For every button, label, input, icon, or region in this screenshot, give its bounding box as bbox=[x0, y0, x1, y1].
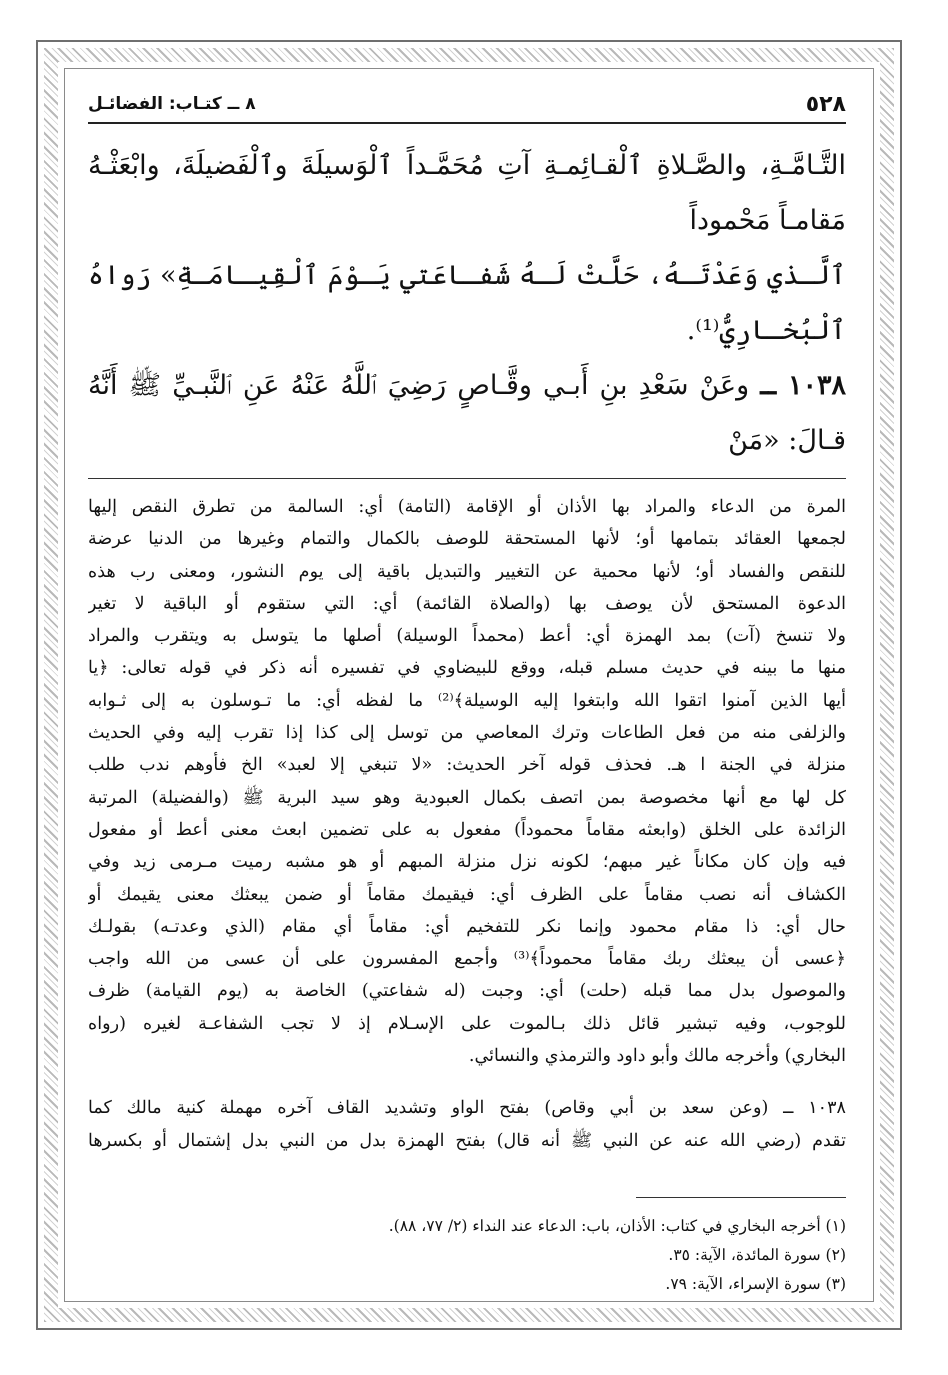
commentary-line: ولا تنسخ (آت) بمد الهمزة أي: أعط (محمداً الوسيلة) أصلها ما يتوسل به ويتقرب والمراد bbox=[88, 626, 846, 647]
commentary-line: الكشاف أنه نصب مقاماً على الظرف أي: فيقيمك مقاماً أو ضمن يبعثك معنى يقيمك أو bbox=[88, 884, 846, 905]
running-header bbox=[88, 86, 846, 124]
commentary-line: للوجوب، وفيه تبشير قائل ذلك بـالموت على الإسـلام إذ لا تجب الشفاعـة لغيره (رواه bbox=[88, 1013, 846, 1034]
commentary-line: المرة من الدعاء والمراد بها الأذان أو الإقامة (التامة) أي: السالمة من تطرق النقص إليها bbox=[88, 497, 846, 517]
commentary-line: والموصول بدل مما قبله (حلت) أي: وجبت (له شفاعتي) الخاصة به (يوم القيامة) ظرف bbox=[88, 981, 846, 1002]
commentary-line: للنقص والفساد أو؛ لأنها محمية عن التغيير والتبديل باقية إلى يوم النشور، ومعنى رب هذه bbox=[88, 561, 846, 582]
footnote-1: (١) أخرجه البخاري في كتاب: الأذان، باب: الدعاء عند النداء (٢/ ٧٧، ٨٨). bbox=[388, 1216, 846, 1235]
commentary-line: الدعوة المستحق لأن يوصف بها (والصلاة القائمة) أي: التي ستقوم أو الباقية لا تغير bbox=[88, 593, 846, 614]
commentary-line: أيها الذين آمنوا اتقوا الله وابتغوا إليه الوسيلة﴾⁽²⁾ ما لفظه أي: ما تـوسلون به إلى ثـوابه bbox=[88, 690, 846, 711]
footnote-3: (٣) سورة الإسراء، الآية: ٧٩. bbox=[665, 1274, 846, 1293]
commentary-line: تقدم (رضي الله عنه عن النبي ﷺ أنه قال) بفتح الهمزة بدل من النبي بدل إشتمال أو بكسرها bbox=[88, 1130, 846, 1151]
commentary-line: حال أي: ذا مقام محمود وإنما نكر للتفخيم أي: مقاماً أي مقام (الذي وعدتـه) بقولـك bbox=[88, 916, 846, 937]
section-divider bbox=[88, 478, 846, 479]
hadith-line-3 bbox=[88, 358, 846, 468]
commentary-line: لجمعها العقائد بتمامها أو؛ لأنها المستحقة للوصف بالكمال والتمام وغيرها من الدنيا عرضة bbox=[88, 529, 846, 550]
footnotes bbox=[88, 1212, 846, 1299]
commentary-line: منزلة في الجنة ا هـ. فحذف قوله آخر الحديث: «لا تنبغي إلا لعبد» الخ فأوهم ندب طلب bbox=[88, 755, 846, 776]
page-number: ٥٢٨ bbox=[805, 91, 846, 117]
commentary-line: منها ما بينه في حديث مسلم قبله، ووقع للبيضاوي في تفسيره أنه ذكر في قوله تعالى: ﴿يا bbox=[88, 658, 846, 679]
hadith-number: ١٠٣٨ ــ bbox=[760, 370, 846, 401]
hadith-line-3-text: وعَنْ سَعْدِ بنِ أَبـي وقَّـاصٍ رَضِيَ ٱللَّهُ عَنْهُ عَنِ ٱلنَّبـيِّ ﷺ أَنَّهُ قـالَ: «مَنْ bbox=[88, 370, 846, 456]
hadith-line-1: التَّـامَّـةِ، والصَّـلاةِ ٱلْقـائِمـةِ آتِ مُحَمَّـداً ٱلْوَسيلَةَ وٱلْفَضيلَةَ، وابْعَثْـهُ مَقامـاً مَحْموداً bbox=[88, 150, 846, 236]
commentary-line: كل لها مع أنها مخصوصة بمن اتصف بكمال العبودية وهو سيد البرية ﷺ (والفضيلة) المرتبة bbox=[88, 787, 846, 808]
footnote-2: (٢) سورة المائدة، الآية: ٣٥. bbox=[668, 1245, 846, 1264]
commentary-line: البخاري) وأخرجه مالك وأبو داود والترمذي والنسائي. bbox=[468, 1046, 846, 1067]
hadith-text bbox=[88, 138, 846, 468]
commentary-paragraph-2 bbox=[88, 1092, 846, 1157]
commentary-line: ﴿عسى أن يبعثك ربك مقاماً محموداً﴾⁽³⁾ وأجمع المفسرون على أن عسى من الله واجب bbox=[88, 949, 846, 970]
commentary-line: الزائدة على الخلق (وابعثه مقاماً محموداً) مفعول به على تضمين ابعث معنى أعط أو مفعول bbox=[88, 819, 846, 840]
commentary-paragraph bbox=[88, 491, 846, 1072]
hadith-line-2: ٱلَّـذي وَعَدْتَـهُ، حَلَّتْ لَـهُ شَفـاعَتي يَـوْمَ ٱلْقِيـامَـةِ» رَواهُ ٱلْبُخـارِيُّ⁽¹⁾. bbox=[88, 260, 846, 346]
commentary-line: ١٠٣٨ ــ (وعن سعد بن أبي وقاص) بفتح الواو وتشديد القاف آخره مهملة كنية مالك كما bbox=[88, 1098, 846, 1119]
footnote-divider bbox=[636, 1197, 846, 1198]
commentary-line: والزلفى منه من فعل الطاعات وترك المعاصي من توسل إلى كذا إذا تقرب إليه وفي الحديث bbox=[88, 723, 846, 744]
commentary-line: فيه وإن كان مكاناً غير مبهم؛ لكونه نزل منزلة المبهم أو هو مشبه رميت مـرمى زيد وفي bbox=[88, 852, 846, 873]
book-page bbox=[88, 86, 846, 1299]
chapter-title: ٨ ــ كتـاب: الفضائـل bbox=[88, 94, 256, 114]
